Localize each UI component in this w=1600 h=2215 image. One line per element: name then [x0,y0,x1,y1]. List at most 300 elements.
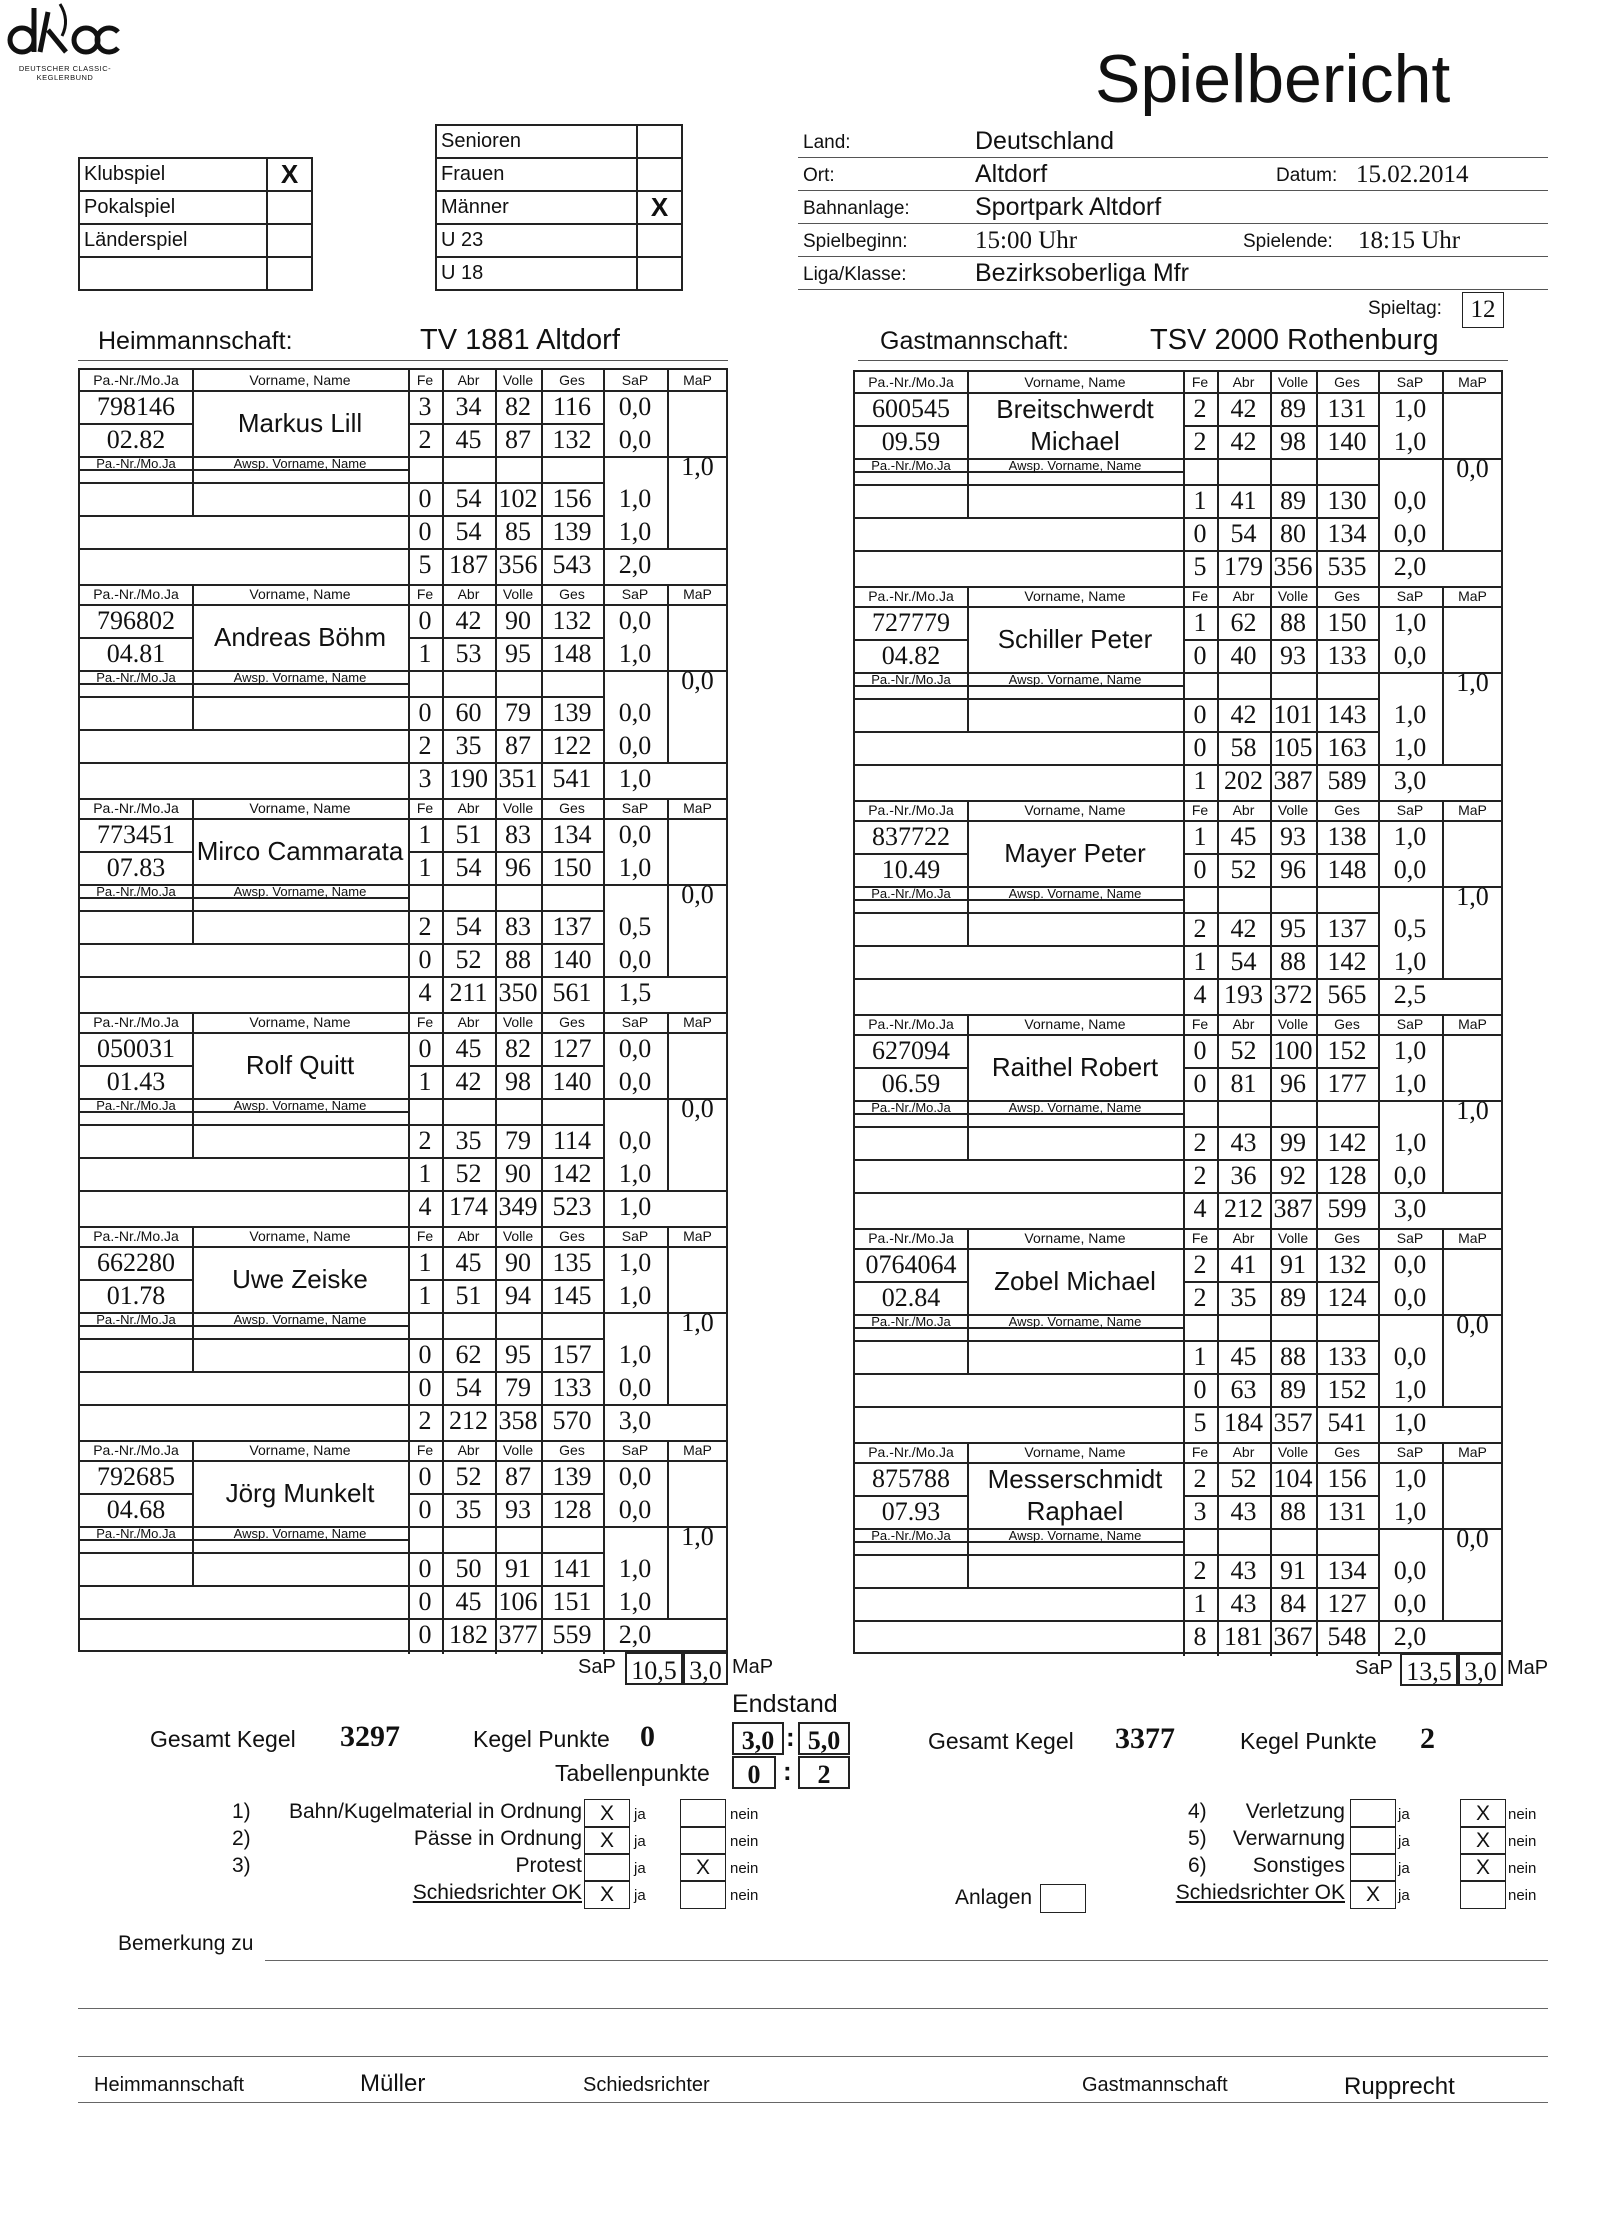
guest-score-table [853,370,1503,1654]
column-header: Fe [416,800,434,816]
datum-label: Datum: [1276,165,1338,186]
total-cell: 367 [1273,1622,1313,1651]
check-text: Pässe in Ordnung [413,1827,582,1850]
score-cell: 42 [1230,914,1257,943]
score-cell: 0 [418,1373,432,1402]
home-signature: Müller [360,2070,426,2097]
bowler-logo-icon [0,0,130,62]
anlagen-label: Anlagen [955,1886,1033,1909]
category-label: U 23 [436,224,637,257]
check-nein-box[interactable]: X [1460,1799,1506,1828]
score-cell: 41 [1230,486,1257,515]
score-cell: 150 [552,853,592,882]
game-type-label: Pokalspiel [79,191,267,224]
score-cell: 52 [455,1462,482,1491]
player-name: Rolf Quitt [245,1050,355,1080]
guest-signature: Rupprecht [1344,2073,1455,2100]
player-birth: 07.93 [881,1497,941,1526]
row-line [855,945,1183,947]
score-cell: 0,0 [618,1495,652,1524]
check-nein-label: nein [1508,1860,1537,1877]
score-cell: 0,0 [1393,1283,1427,1312]
player-birth: 04.68 [106,1495,166,1524]
score-cell: 53 [455,639,482,668]
check-nein-box[interactable] [680,1826,726,1855]
total-cell: 174 [449,1192,488,1221]
total-cell: 184 [1224,1408,1263,1437]
score-cell: 90 [505,606,531,635]
score-cell: 43 [1230,1589,1257,1618]
score-cell: 3 [1193,1497,1207,1526]
player-birth: 01.43 [106,1067,166,1096]
column-header: Pa.-Nr./Mo.Ja [871,1528,951,1543]
bemerkung-line [78,2008,1548,2009]
check-ja-label: ja [634,1833,646,1850]
score-cell: 87 [505,425,531,454]
guest-points-value: 2 [1420,1722,1435,1755]
score-cell: 151 [552,1587,592,1616]
column-header: Ges [1334,1444,1360,1460]
column-header: Pa.-Nr./Mo.Ja [96,1526,176,1541]
total-cell: 2,0 [1393,552,1427,581]
row-line [80,1371,408,1373]
score-cell: 2 [418,731,432,760]
check-ja-label: ja [1398,1887,1410,1904]
score-cell: 1,0 [1393,394,1427,423]
column-header: MaP [683,1228,712,1244]
score-cell: 42 [1230,427,1257,456]
score-cell: 62 [1230,608,1257,637]
column-header: Pa.-Nr./Mo.Ja [868,1444,954,1460]
score-cell: 148 [552,639,592,668]
score-cell: 95 [1280,914,1306,943]
score-cell: 90 [505,1248,531,1277]
score-cell: 2 [1193,1556,1207,1585]
score-cell: 156 [552,484,592,513]
guest-kegel-label: Gesamt Kegel [928,1728,1074,1754]
score-cell: 42 [1230,700,1257,729]
total-cell: 4 [1193,1194,1207,1223]
column-header: MaP [1458,588,1487,604]
score-cell: 1,0 [1393,822,1427,851]
score-cell: 0,0 [618,1067,652,1096]
row-line [80,482,408,484]
score-cell: 80 [1280,519,1306,548]
home-points-value: 0 [640,1720,655,1753]
score-cell: 35 [1230,1283,1257,1312]
column-header: SaP [621,1014,649,1030]
total-cell: 357 [1273,1408,1313,1437]
check-nein-box[interactable]: X [680,1853,726,1882]
score-cell: 0,5 [618,912,652,941]
score-cell: 95 [505,639,531,668]
score-cell: 1 [418,1159,432,1188]
player-birth: 10.49 [881,855,941,884]
score-cell: 133 [552,1373,592,1402]
column-header: Awsp. Vorname, Name [1008,1314,1142,1329]
total-cell: 0 [418,1620,432,1649]
score-cell: 2 [1193,914,1207,943]
row-line [80,1338,408,1340]
endstand-guest: 5,0 [798,1722,850,1755]
player-name: Breitschwerdt [996,394,1154,424]
player-map: 0,0 [1456,1524,1489,1553]
column-header: Ges [559,1442,585,1458]
check-nein-label: nein [730,1833,759,1850]
score-cell: 1 [1193,486,1207,515]
check-number: 4) [1188,1800,1207,1823]
score-cell: 83 [505,912,531,941]
row-line [80,1124,408,1126]
column-header: Awsp. Vorname, Name [233,670,367,685]
score-cell: 0,0 [618,731,652,760]
score-cell: 54 [455,912,482,941]
home-score-table [78,368,728,1652]
column-header: Abr [1232,1230,1255,1246]
score-cell: 96 [505,853,531,882]
score-cell: 35 [455,1495,482,1524]
row-line [855,484,1183,486]
score-cell: 114 [552,1126,592,1155]
check-ja-label: ja [634,1806,646,1823]
score-cell: 0 [418,1587,432,1616]
column-header: Awsp. Vorname, Name [1008,672,1142,687]
player-birth: 06.59 [881,1069,941,1098]
total-cell: 349 [498,1192,538,1221]
row-line [80,1585,408,1587]
row-line [80,910,408,912]
score-cell: 1,0 [618,1159,652,1188]
player-name: Uwe Zeiske [232,1264,368,1294]
category-mark [637,125,682,158]
row-line [80,515,408,517]
column-header: Fe [1191,1016,1209,1032]
score-cell: 54 [455,853,482,882]
total-cell: 4 [1193,980,1207,1009]
player-pass-number: 050031 [97,1034,175,1063]
column-header: Pa.-Nr./Mo.Ja [93,1014,179,1030]
game-type-mark [267,224,312,257]
column-header: Vorname, Name [1024,1230,1126,1246]
score-cell: 95 [505,1340,531,1369]
score-cell: 88 [1280,608,1306,637]
total-cell: 559 [552,1620,592,1649]
column-header: Fe [1191,588,1209,604]
row-line [80,1552,408,1554]
column-header: Pa.-Nr./Mo.Ja [96,1098,176,1113]
meta-ort [798,157,1548,191]
row-line [80,1157,408,1159]
score-cell: 1 [1193,1342,1207,1371]
player-birth: 02.82 [106,425,166,454]
score-cell: 2 [1193,427,1207,456]
score-cell: 45 [1230,822,1257,851]
check-nein-box[interactable]: X [1460,1853,1506,1882]
column-header: Fe [1191,374,1209,390]
player-name: Jörg Munkelt [225,1478,375,1508]
score-cell: 79 [505,698,531,727]
category-label: U 18 [436,257,637,290]
bemerkung-line [78,2056,1548,2057]
score-cell: 0 [1193,1375,1207,1404]
score-cell: 0 [418,1034,432,1063]
player-name: Messerschmidt [987,1464,1163,1494]
player-pass-number: 662280 [97,1248,175,1277]
column-header: Awsp. Vorname, Name [1008,1100,1142,1115]
column-header: Awsp. Vorname, Name [233,456,367,471]
home-team-underline [78,360,728,361]
row-line [855,1340,1183,1342]
column-header: SaP [1396,802,1424,818]
score-cell: 0 [1193,733,1207,762]
score-cell: 102 [498,484,538,513]
guest-map-label: MaP [1507,1657,1549,1679]
spieltag-value: 12 [1462,292,1504,328]
category-mark [637,158,682,191]
total-cell: 387 [1273,766,1313,795]
column-header: Abr [1232,1016,1255,1032]
check-nein-box[interactable] [1460,1880,1506,1909]
column-header: SaP [621,372,649,388]
check-nein-label: nein [730,1887,759,1904]
score-cell: 82 [505,1034,531,1063]
score-cell: 1 [418,853,432,882]
col-line [192,1012,194,1157]
column-header: MaP [1458,1444,1487,1460]
column-header: Fe [416,586,434,602]
check-number: 6) [1188,1854,1207,1877]
score-cell: 0,0 [618,1034,652,1063]
check-nein-box[interactable] [680,1880,726,1909]
guest-sap-label: SaP [1355,1657,1393,1679]
player-block [855,1014,1501,1228]
table-points-label: Tabellenpunkte [555,1760,710,1786]
score-cell: 0,0 [618,1462,652,1491]
score-cell: 36 [1230,1161,1257,1190]
check-nein-box[interactable] [680,1799,726,1828]
total-cell: 3,0 [1393,766,1427,795]
table-points-home: 0 [732,1756,776,1789]
total-cell: 3,0 [618,1406,652,1435]
total-cell: 2,0 [1393,1622,1427,1651]
score-cell: 42 [1230,394,1257,423]
dkbc-logo [0,0,130,84]
liga-label: Liga/Klasse: [803,264,907,285]
score-cell: 128 [552,1495,592,1524]
row-line [80,696,408,698]
score-cell: 1 [418,1248,432,1277]
score-cell: 52 [455,945,482,974]
score-cell: 1 [418,1067,432,1096]
table-points-colon: : [783,1756,792,1786]
column-header: Volle [1277,1230,1309,1246]
ort-label: Ort: [803,165,835,186]
player-map: 1,0 [681,452,714,481]
check-nein-label: nein [1508,1806,1537,1823]
player-birth: 09.59 [881,427,941,456]
score-cell: 134 [1327,519,1367,548]
check-ja-label: ja [1398,1833,1410,1850]
column-header: MaP [1458,1230,1487,1246]
column-header: MaP [1458,374,1487,390]
score-cell: 143 [1327,700,1367,729]
score-cell: 134 [552,820,592,849]
column-header: Vorname, Name [1024,374,1126,390]
score-cell: 0 [418,1340,432,1369]
column-header: Ges [1334,802,1360,818]
column-header: SaP [1396,588,1424,604]
column-header: Vorname, Name [1024,588,1126,604]
score-cell: 145 [552,1281,592,1310]
check-ja-box[interactable] [1350,1826,1396,1855]
score-cell: 0,0 [618,606,652,635]
score-cell: 85 [505,517,531,546]
category-mark: X [637,191,682,224]
column-header: Pa.-Nr./Mo.Ja [96,1312,176,1327]
score-cell: 43 [1230,1556,1257,1585]
score-cell: 1,0 [618,484,652,513]
game-type-label [79,257,267,290]
row-line [855,912,1183,914]
score-cell: 93 [1280,641,1306,670]
score-cell: 0,0 [618,698,652,727]
category-mark [637,257,682,290]
score-cell: 87 [505,1462,531,1491]
score-cell: 51 [455,1281,482,1310]
signature-line [78,2102,1548,2103]
score-cell: 1 [418,639,432,668]
home-team-label: Heimmannschaft: [98,327,293,355]
check-ja-box[interactable] [1350,1853,1396,1882]
score-cell: 137 [552,912,592,941]
ende-label: Spielende: [1243,231,1333,252]
score-cell: 133 [1327,641,1367,670]
column-header: Volle [1277,374,1309,390]
anlagen-box[interactable] [1040,1884,1086,1913]
total-cell: 5 [1193,552,1207,581]
total-cell: 356 [1273,552,1313,581]
check-number: 1) [232,1800,251,1823]
col-line [967,1014,969,1159]
player-pass-number: 627094 [872,1036,950,1065]
check-text: Bahn/Kugelmaterial in Ordnung [288,1800,582,1823]
category-label: Frauen [436,158,637,191]
score-cell: 177 [1327,1069,1367,1098]
column-header: Volle [502,1014,534,1030]
total-cell: 561 [552,978,592,1007]
score-cell: 54 [1230,519,1257,548]
column-header: Abr [457,1228,480,1244]
score-cell: 35 [455,1126,482,1155]
check-ja-box[interactable]: X [584,1880,630,1909]
beginn-label: Spielbeginn: [803,231,908,252]
player-block [80,1012,726,1226]
check-text: Sonstiges [1252,1854,1345,1877]
score-cell: 152 [1327,1036,1367,1065]
land-value: Deutschland [975,127,1114,155]
player-pass-number: 792685 [97,1462,175,1491]
column-header: Pa.-Nr./Mo.Ja [93,800,179,816]
score-cell: 93 [505,1495,531,1524]
row-line [855,1554,1183,1556]
category-mark [637,224,682,257]
score-cell: 52 [1230,1464,1257,1493]
column-header: Abr [1232,374,1255,390]
score-cell: 91 [1280,1250,1306,1279]
total-cell: 387 [1273,1194,1313,1223]
check-ja-label: ja [634,1887,646,1904]
column-header: SaP [621,800,649,816]
column-header: SaP [1396,1230,1424,1246]
score-cell: 132 [552,425,592,454]
score-cell: 150 [1327,608,1367,637]
score-cell: 0 [418,945,432,974]
game-type-box [78,157,313,291]
score-cell: 0 [418,484,432,513]
score-cell: 163 [1327,733,1367,762]
check-ja-box[interactable]: X [1350,1880,1396,1909]
column-header: Vorname, Name [249,1228,351,1244]
score-cell: 2 [418,425,432,454]
column-header: MaP [683,586,712,602]
score-cell: 2 [418,912,432,941]
total-cell: 212 [1224,1194,1263,1223]
score-cell: 94 [505,1281,531,1310]
page-title: Spielbericht [1095,41,1451,117]
player-block [855,800,1501,1014]
score-cell: 52 [455,1159,482,1188]
total-cell: 1 [1193,766,1207,795]
score-cell: 1,0 [1393,1128,1427,1157]
score-cell: 0 [418,1462,432,1491]
total-cell: 3,0 [1393,1194,1427,1223]
player-name: Markus Lill [237,408,363,438]
check-nein-box[interactable]: X [1460,1826,1506,1855]
total-cell: 523 [552,1192,592,1221]
column-header: Pa.-Nr./Mo.Ja [871,1314,951,1329]
player-block [80,584,726,798]
score-cell: 98 [505,1067,531,1096]
check-nein-label: nein [730,1806,759,1823]
home-kegel-value: 3297 [340,1720,400,1753]
score-cell: 105 [1273,733,1313,762]
column-header: Ges [559,800,585,816]
check-ja-box[interactable]: X [584,1799,630,1828]
score-cell: 0,0 [1393,855,1427,884]
score-cell: 0,0 [1393,519,1427,548]
score-cell: 100 [1273,1036,1313,1065]
check-number: 5) [1188,1827,1207,1850]
player-birth: 01.78 [106,1281,166,1310]
check-ja-box[interactable] [1350,1799,1396,1828]
total-cell: 1,0 [618,764,652,793]
column-header: Awsp. Vorname, Name [1008,458,1142,473]
column-header: Awsp. Vorname, Name [233,1098,367,1113]
score-cell: 88 [1280,1497,1306,1526]
score-cell: 43 [1230,1128,1257,1157]
score-cell: 92 [1280,1161,1306,1190]
score-cell: 139 [552,517,592,546]
score-cell: 2 [1193,1250,1207,1279]
column-header: Volle [1277,1016,1309,1032]
check-ja-box[interactable]: X [584,1826,630,1855]
score-cell: 62 [455,1340,482,1369]
score-cell: 89 [1280,1375,1306,1404]
check-ja-box[interactable] [584,1853,630,1882]
score-cell: 139 [552,698,592,727]
column-header: Pa.-Nr./Mo.Ja [871,886,951,901]
ende-value: 18:15 Uhr [1358,227,1461,254]
